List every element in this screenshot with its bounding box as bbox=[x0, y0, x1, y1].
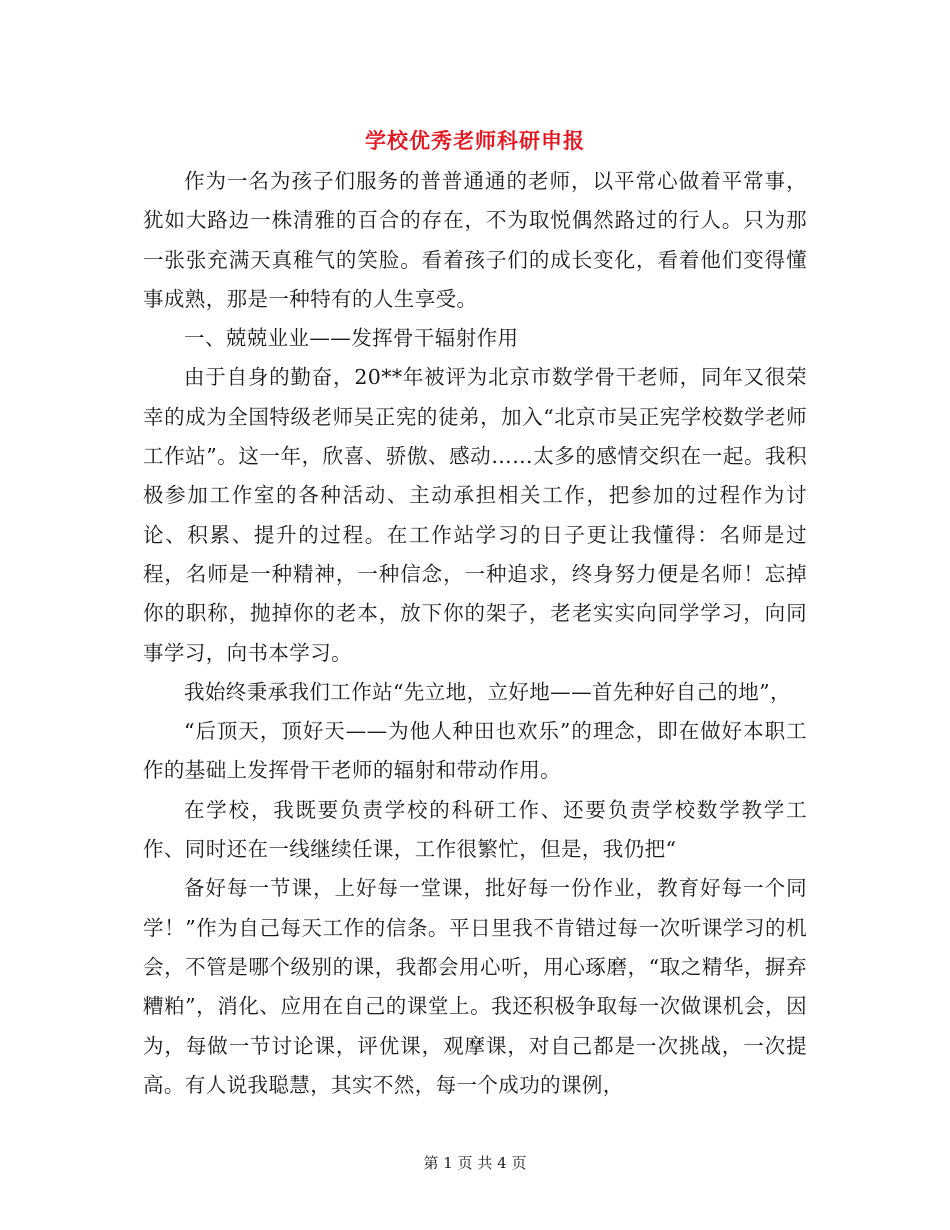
document-body bbox=[143, 162, 807, 1105]
paragraph-workstation-motto-1: 我始终秉承我们工作站“先立地，立好地——首先种好自己的地”， bbox=[184, 679, 791, 704]
paragraph-workstation-motto-2: “后顶天，顶好天——为他人种田也欢乐”的理念，即在做好本职工作的基础上发挥骨干老师的辐射和带动作用。 bbox=[143, 719, 807, 783]
page-number: 第 1 页 共 4 页 bbox=[423, 1154, 527, 1172]
paragraph-school-work: 在学校，我既要负责学校的科研工作、还要负责学校数学教学工作、同时还在一线继续任课，工作很繁忙，但是，我仍把“ bbox=[143, 797, 807, 862]
document-title: 学校优秀老师科研申报 bbox=[365, 128, 585, 154]
section-heading-1: 一、兢兢业业——发挥骨干辐射作用 bbox=[184, 326, 519, 351]
paragraph-work-creed: 备好每一节课，上好每一堂课，批好每一份作业，教育好每一个同学！”作为自己每天工作的信条。平日里我不肯错过每一次听课学习的机会，不管是哪个级别的课，我都会用心听，用心琢磨，“取之精华，摒弃糟粕”，消化、应用在自己的课堂上。我还积极争取每一次做课机会，因为，每做一节讨论课，评优课，观摩课，对自己都是一次挑战，一次提高。有人说我聪慧，其实不然，每一个成功的课例， bbox=[143, 876, 807, 1097]
paragraph-backbone-teacher: 由于自身的勤奋，20**年被评为北京市数学骨干老师，同年又很荣幸的成为全国特级老师吴正宪的徒弟，加入“北京市吴正宪学校数学老师工作站”。这一年，欣喜、骄傲、感动……太多的感情交织在一起。我积极参加工作室的各种活动、主动承担相关工作，把参加的过程作为讨论、积累、提升的过程。在工作站学习的日子更让我懂得：名师是过程，名师是一种精神，一种信念，一种追求，终身努力便是名师！忘掉你的职称，抛掉你的老本，放下你的架子，老老实实向同学学习，向同事学习，向书本学习。 bbox=[143, 365, 807, 665]
paragraph-intro: 作为一名为孩子们服务的普普通通的老师，以平常心做着平常事，犹如大路边一株清雅的百合的存在，不为取悦偶然路过的行人。只为那一张张充满天真稚气的笑脸。看着孩子们的成长变化，看着他们变得懂事成熟，那是一种特有的人生享受。 bbox=[143, 169, 807, 311]
